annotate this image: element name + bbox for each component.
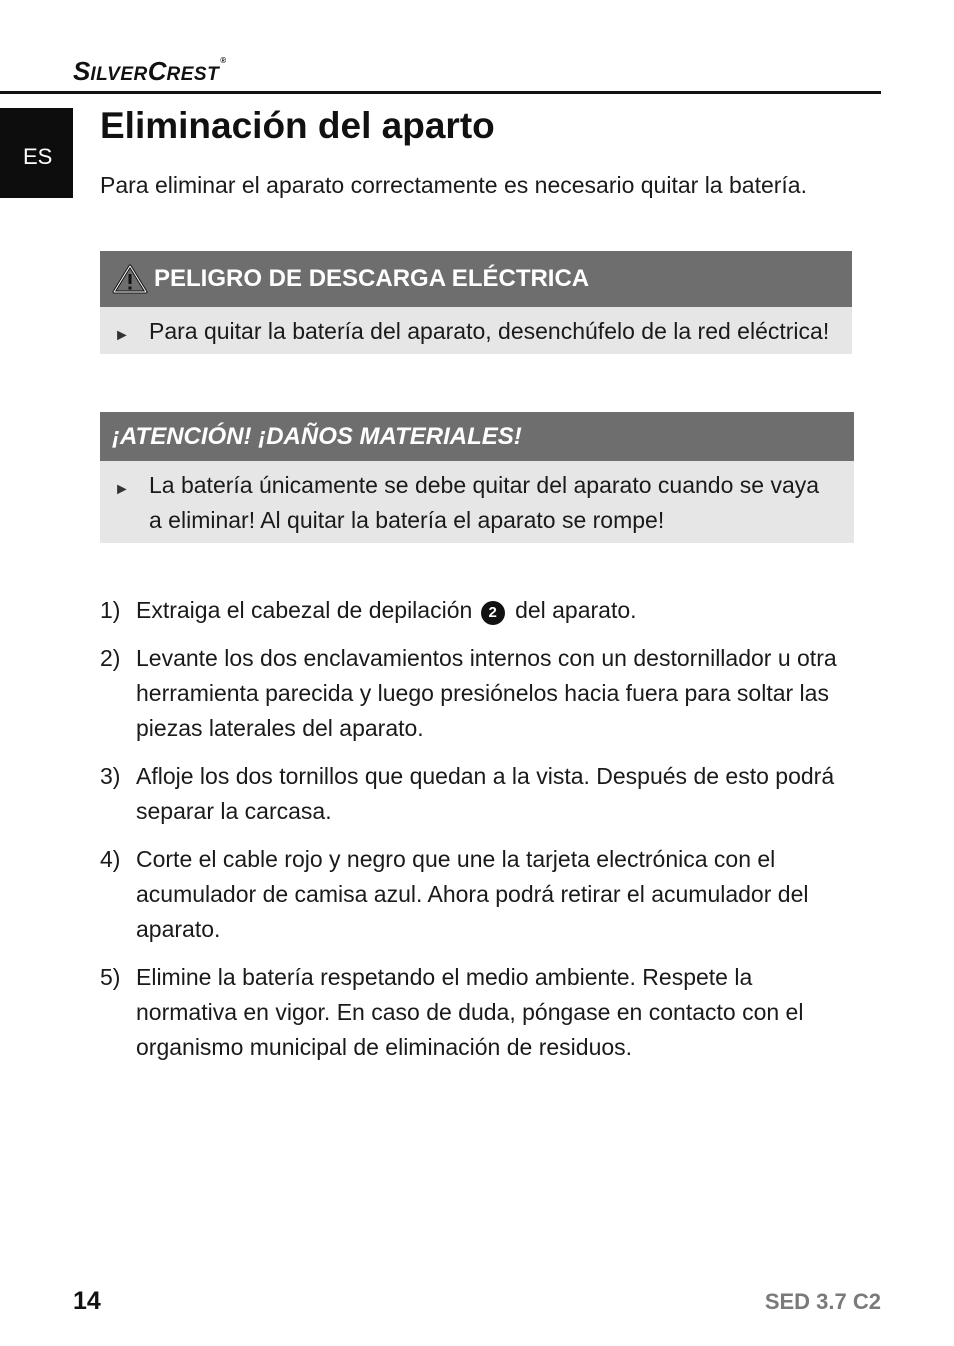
page-number: 14 <box>73 1287 101 1315</box>
warning-title: PELIGRO DE DESCARGA ELÉCTRICA <box>154 265 590 292</box>
language-tab-label: ES <box>23 144 53 169</box>
warning-body <box>100 461 854 543</box>
step-number: 3) <box>100 763 121 789</box>
header-rule <box>0 91 881 94</box>
warning-title: ¡ATENCIÓN! ¡DAÑOS MATERIALES! <box>112 422 522 450</box>
list-item <box>100 842 845 947</box>
warning-header <box>100 412 854 461</box>
part-reference-badge: 2 <box>481 601 505 625</box>
warning-text: La batería únicamente se debe quitar del aparato cuando se vaya a eliminar! Al quitar la batería el aparato se rompe! <box>149 472 820 533</box>
warning-box-material-damage <box>100 412 854 543</box>
list-item <box>100 593 845 628</box>
step-text: Elimine la batería respetando el medio ambiente. Respete la normativa en vigor. En caso de duda, póngase en contacto con el organismo municipal de eliminación de residuos. <box>136 964 804 1060</box>
step-text: Afloje los dos tornillos que quedan a la vista. Después de esto podrá separar la carcasa. <box>136 763 835 824</box>
warning-header <box>100 251 852 307</box>
model-number: SED 3.7 C2 <box>764 1289 881 1314</box>
list-item <box>100 759 845 829</box>
bullet-arrow-icon: ► <box>114 481 130 498</box>
warning-triangle-icon <box>112 264 148 294</box>
page-title: Eliminación del aparto <box>100 105 495 146</box>
list-item <box>100 641 845 746</box>
list-item <box>100 960 845 1065</box>
brand-logo: SILVERCREST® <box>73 56 227 86</box>
warning-text: Para quitar la batería del aparato, desenchúfelo de la red eléctrica! <box>149 318 830 344</box>
language-tab <box>0 108 73 198</box>
step-number: 1) <box>100 597 121 623</box>
warning-body <box>100 307 852 354</box>
step-text: Corte el cable rojo y negro que une la tarjeta electrónica con el acumulador de camisa azul. Ahora podrá retirar el acumulador del aparato. <box>136 846 809 942</box>
step-number: 4) <box>100 846 121 872</box>
step-list <box>100 593 845 1078</box>
bullet-arrow-icon: ► <box>114 327 130 344</box>
step-text: Extraiga el cabezal de depilación <box>136 597 473 623</box>
intro-paragraph: Para eliminar el aparato correctamente es necesario quitar la batería. <box>100 172 807 198</box>
step-text: del aparato. <box>515 597 637 623</box>
warning-box-electric-shock <box>100 251 852 354</box>
step-number: 2) <box>100 645 121 671</box>
step-text: Levante los dos enclavamientos internos con un destornillador u otra herramienta parecida y luego presiónelos hacia fuera para soltar las piezas laterales del aparato. <box>136 645 837 741</box>
step-number: 5) <box>100 964 121 990</box>
